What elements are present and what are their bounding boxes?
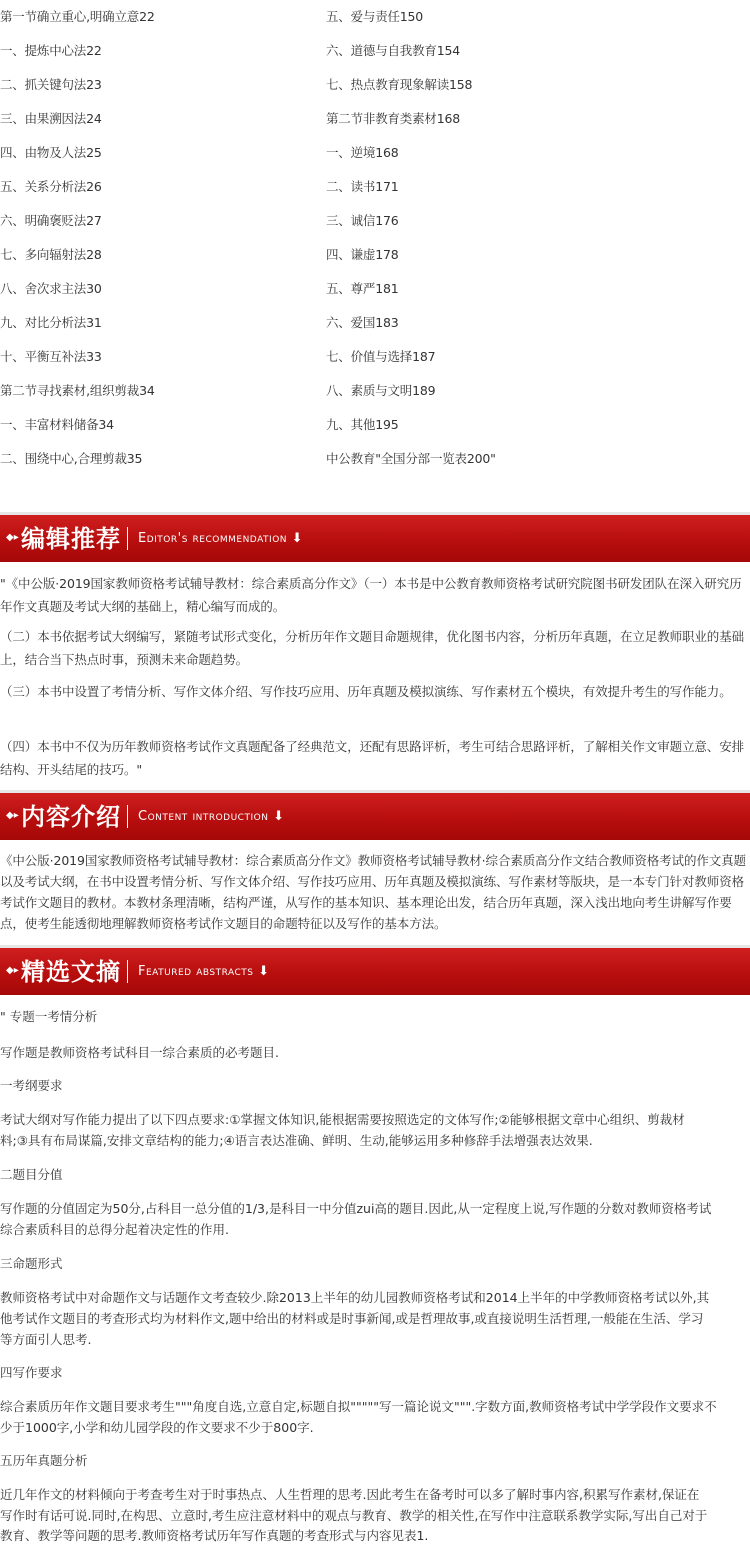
toc-item: 五、尊严181 xyxy=(326,281,399,296)
toc-item: 五、爱与责任150 xyxy=(326,9,424,24)
toc-item: 二、抓关键句法23 xyxy=(0,77,102,92)
editor-banner xyxy=(0,512,750,562)
toc-item: 九、对比分析法31 xyxy=(0,315,102,330)
abstract-line: 二题目分值 xyxy=(0,1167,63,1182)
toc-item: 三、由果溯因法24 xyxy=(0,111,102,126)
toc-item: 七、热点教育现象解读158 xyxy=(326,77,473,92)
toc-item: 五、关系分析法26 xyxy=(0,179,102,194)
diamond-arrow-icon: ◆▸ xyxy=(6,810,19,821)
abstract-line: 综合素质历年作文题目要求考生"""角度自选,立意自定,标题自拟"""""写一篇论说文""".字数方面,教师资格考试中学学段作文要求不 xyxy=(0,1399,717,1414)
abstract-line: 写作题的分值固定为50分,占科目一总分值的1/3,是科目一中分值zui高的题目.因此,从一定程度上说,写作题的分数对教师资格考试 xyxy=(0,1201,712,1216)
abstract-line: 少于1000字,小学和幼儿园学段的作文要求不少于800字. xyxy=(0,1420,314,1435)
down-arrow-icon: ⬇ xyxy=(291,531,304,546)
toc-item: 八、舍次求主法30 xyxy=(0,281,102,296)
toc-item: 一、逆境168 xyxy=(326,145,399,160)
abstract-line: 近几年作文的材料倾向于考查考生对于时事热点、人生哲理的思考.因此考生在备考时可以多了解时事内容,积累写作素材,保证在 xyxy=(0,1487,700,1502)
abstract-line: 一考纲要求 xyxy=(0,1078,63,1093)
toc-item: 八、素质与文明189 xyxy=(326,383,436,398)
editor-paragraph: （三）本书中设置了考情分析、写作文体介绍、写作技巧应用、历年真题及模拟演练、写作素材五个模块，有效提升考生的写作能力。 xyxy=(0,684,732,699)
abstract-line: 五历年真题分析 xyxy=(0,1453,88,1468)
toc-item: 二、围绕中心,合理剪裁35 xyxy=(0,451,143,466)
toc-item: 十、平衡互补法33 xyxy=(0,349,102,364)
toc-item: 九、其他195 xyxy=(326,417,399,432)
editor-title-en-text: Editor's recommendation xyxy=(138,531,288,546)
editor-paragraph: "《中公版·2019国家教师资格考试辅导教材：综合素质高分作文》（一）本书是中公教育教师资格考试研究院图书研发团队在深入研究历年作文真题及考试大纲的基础上，精心编写而成的。 xyxy=(0,576,742,614)
abstract-line: 四写作要求 xyxy=(0,1365,63,1380)
featured-banner xyxy=(0,945,750,995)
diamond-arrow-icon: ◆▸ xyxy=(6,532,19,543)
featured-title-cn: 精选文摘 xyxy=(21,958,121,986)
toc-item: 第二节非教育类素材168 xyxy=(326,111,460,126)
toc-right-column xyxy=(326,0,496,476)
toc xyxy=(0,0,750,504)
abstract-line: 等方面引人思考. xyxy=(0,1332,92,1347)
abstract-line: 综合素质科目的总得分起着决定性的作用. xyxy=(0,1222,229,1237)
content-title-en-text: Content introduction xyxy=(138,809,269,824)
toc-item: 六、道德与自我教育154 xyxy=(326,43,460,58)
content-paragraph: 《中公版·2019国家教师资格考试辅导教材：综合素质高分作文》教师资格考试辅导教材·综合素质高分作文结合教师资格考试的作文真题以及考试大纲，在书中设置考情分析、写作文体介绍、写作技巧应用、历年真题及模拟演练、写作素材等版块，是一本专门针对教师资格考试作文题目的教材。本教材条理清晰，结构严谨，从写作的基本知识、基本理论出发，结合历年真题，深入浅出地向考生讲解写作要点，使考生能透彻地理解教师资格考试作文题目的命题特征以及写作的基本方法。 xyxy=(0,853,746,931)
banner-divider xyxy=(127,527,128,550)
featured-title-en xyxy=(138,963,270,981)
editor-paragraph: （四）本书中不仅为历年教师资格考试作文真题配备了经典范文，还配有思路评析，考生可结合思路评析，了解相关作文审题立意、安排结构、开头结尾的技巧。" xyxy=(0,739,745,777)
abstract-line: 考试大纲对写作能力提出了以下四点要求:①掌握文体知识,能根据需要按照选定的文体写作;②能够根据文章中心组织、剪裁材 xyxy=(0,1112,685,1127)
abstract-line: 料;③具有布局谋篇,安排文章结构的能力;④语言表达准确、鲜明、生动,能够运用多种修辞手法增强表达效果. xyxy=(0,1133,593,1148)
content-title-en xyxy=(138,808,284,826)
abstract-line: 教育、教学等问题的思考.教师资格考试历年写作真题的考查形式与内容见表1. xyxy=(0,1528,429,1543)
abstract-line: 写作时有话可说.同时,在构思、立意时,考生应注意材料中的观点与教育、教学的相关性,在写作中注意联系教学实际,写出自己对于 xyxy=(0,1508,708,1523)
abstract-line: 三命题形式 xyxy=(0,1256,63,1271)
toc-item: 一、提炼中心法22 xyxy=(0,43,102,58)
down-arrow-icon: ⬇ xyxy=(273,809,285,824)
toc-item: 四、由物及人法25 xyxy=(0,145,102,160)
toc-item: 第一节确立重心,明确立意22 xyxy=(0,9,155,24)
toc-item: 第二节寻找素材,组织剪裁34 xyxy=(0,383,155,398)
toc-item: 六、明确褒贬法27 xyxy=(0,213,102,228)
toc-item: 三、诚信176 xyxy=(326,213,399,228)
abstract-line: 他考试作文题目的考查形式均为材料作文,题中给出的材料或是时事新闻,或是哲理故事,或直接说明生活哲理,一般能在生活、学习 xyxy=(0,1311,704,1326)
down-arrow-icon: ⬇ xyxy=(258,964,270,979)
toc-item: 一、丰富材料储备34 xyxy=(0,417,114,432)
featured-title-en-text: Featured abstracts xyxy=(138,964,254,979)
editor-paragraph: （二）本书依据考试大纲编写，紧随考试形式变化，分析历年作文题目命题规律，优化图书内容，分析历年真题，在立足教师职业的基础上，结合当下热点时事，预测未来命题趋势。 xyxy=(0,629,745,667)
toc-item: 六、爱国183 xyxy=(326,315,399,330)
abstract-line: 教师资格考试中对命题作文与话题作文考查较少.除2013上半年的幼儿园教师资格考试和2014上半年的中学教师资格考试以外,其 xyxy=(0,1290,710,1305)
toc-left-column xyxy=(0,0,155,476)
editor-title-cn: 编辑推荐 xyxy=(21,525,121,553)
toc-item: 七、多向辐射法28 xyxy=(0,247,102,262)
toc-item: 二、读书171 xyxy=(326,179,399,194)
content-banner xyxy=(0,790,750,840)
content-title-cn: 内容介绍 xyxy=(21,803,121,831)
banner-divider xyxy=(127,960,128,983)
toc-item: 七、价值与选择187 xyxy=(326,349,436,364)
editor-title-en xyxy=(138,530,303,548)
banner-divider xyxy=(127,805,128,828)
abstract-line: 写作题是教师资格考试科目一综合素质的必考题目. xyxy=(0,1045,279,1060)
abstract-line: " 专题一考情分析 xyxy=(0,1009,98,1024)
toc-item: 四、谦虚178 xyxy=(326,247,399,262)
toc-item: 中公教育"全国分部一览表200" xyxy=(326,451,496,466)
diamond-arrow-icon: ◆▸ xyxy=(6,965,19,976)
